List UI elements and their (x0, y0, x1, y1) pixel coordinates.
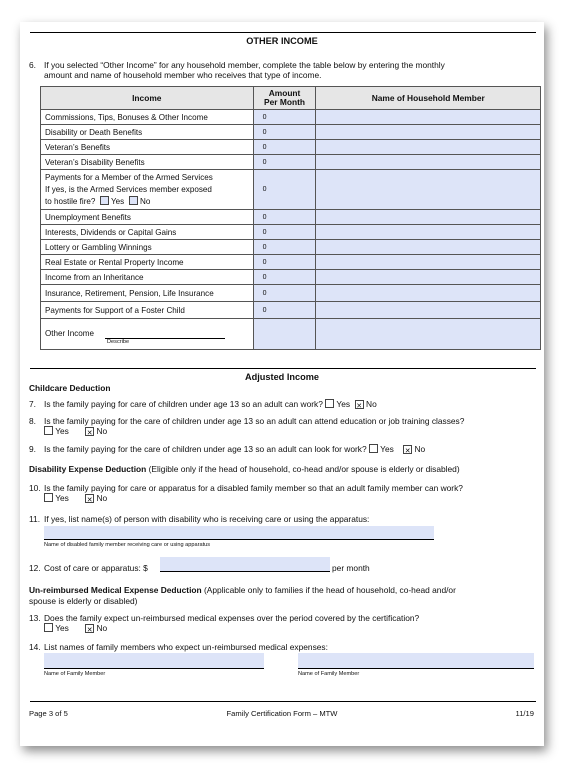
member-name-field[interactable] (316, 210, 541, 225)
q8-no-label: No (96, 426, 108, 436)
amount-header-line2: Per Month (264, 97, 305, 107)
member-name-field[interactable] (316, 255, 541, 270)
other-income-title: OTHER INCOME (246, 36, 318, 46)
childcare-heading: Childcare Deduction (29, 383, 111, 393)
q10-text: Is the family paying for care or apparatus for a disabled family member so that an adult family member can work? (44, 483, 463, 493)
q7-no-checkbox[interactable] (355, 400, 364, 409)
q11-name-field[interactable] (44, 526, 434, 539)
q9-yes-checkbox[interactable] (369, 444, 378, 453)
armed-line1: Payments for a Member of the Armed Services (45, 172, 213, 182)
income-label: Unemployment Benefits (41, 210, 254, 225)
amount-field[interactable]: 0 (253, 170, 316, 210)
q13-no-checkbox[interactable] (85, 624, 94, 633)
table-row-armed-services (41, 170, 541, 210)
other-income-describe-caption: Describe (107, 339, 130, 345)
table-header-row (41, 87, 541, 110)
member-name-field[interactable] (316, 270, 541, 285)
member-name-field[interactable] (316, 155, 541, 170)
income-label: Disability or Death Benefits (41, 125, 254, 140)
footer-date: 11/19 (515, 709, 534, 718)
member-name-field[interactable] (316, 285, 541, 302)
section-rule-top (30, 32, 536, 33)
member-name-field[interactable] (316, 240, 541, 255)
hostile-fire-no-checkbox[interactable] (129, 196, 138, 205)
q7-row (44, 399, 377, 410)
income-label: Veteran’s Disability Benefits (41, 155, 254, 170)
amount-field[interactable]: 0 (253, 125, 316, 140)
income-label: Income from an Inheritance (41, 270, 254, 285)
amount-field[interactable]: 0 (253, 240, 316, 255)
member-name-field[interactable] (316, 140, 541, 155)
member-name-field[interactable] (316, 319, 541, 350)
hostile-fire-yes-label: Yes (111, 196, 125, 206)
q8-yes-label: Yes (55, 426, 69, 436)
q12-suffix: per month (332, 563, 370, 573)
q7-yes-checkbox[interactable] (325, 399, 334, 408)
q11-underline (44, 539, 434, 540)
q13-text: Does the family expect un-reimbursed medical expenses over the period covered by the certification? (44, 613, 420, 623)
col-income-header: Income (41, 87, 254, 110)
income-label: Interests, Dividends or Capital Gains (41, 225, 254, 240)
footer-rule (30, 701, 536, 702)
member-name-field[interactable] (316, 110, 541, 125)
income-label: Payments for Support of a Foster Child (41, 302, 254, 319)
table-row (41, 255, 541, 270)
q8-number: 8. (29, 416, 36, 426)
income-label: Commissions, Tips, Bonuses & Other Income (41, 110, 254, 125)
q14-number: 14. (29, 642, 41, 652)
table-row (41, 210, 541, 225)
medical-row (29, 585, 456, 596)
table-row (41, 140, 541, 155)
q11-number: 11. (29, 514, 41, 524)
q14-name-field-left[interactable] (44, 653, 264, 668)
amount-field[interactable]: 0 (253, 270, 316, 285)
table-row (41, 125, 541, 140)
section-rule-adjusted (30, 368, 536, 369)
q6-number: 6. (29, 60, 36, 70)
amount-field[interactable]: 0 (253, 155, 316, 170)
income-label: Lottery or Gambling Winnings (41, 240, 254, 255)
member-name-field[interactable] (316, 302, 541, 319)
q9-no-label: No (414, 444, 426, 454)
q11-text: If yes, list name(s) of person with disability who is receiving care or using the apparatus: (44, 514, 370, 524)
table-row (41, 302, 541, 319)
q12-number: 12. (29, 563, 41, 573)
disability-heading: Disability Expense Deduction (29, 464, 147, 474)
armed-line2: If yes, is the Armed Services member exposed (45, 184, 212, 194)
table-row (41, 155, 541, 170)
member-name-field[interactable] (316, 125, 541, 140)
adjusted-income-title: Adjusted Income (244, 372, 320, 382)
member-name-field[interactable] (316, 225, 541, 240)
table-row-other-income (41, 319, 541, 350)
q13-number: 13. (29, 613, 41, 623)
q14-caption-right: Name of Family Member (298, 671, 360, 677)
q12-underline (160, 571, 330, 572)
q9-yes-label: Yes (380, 444, 394, 454)
q6-text-line2: amount and name of household member who receives that type of income. (44, 70, 322, 80)
amount-field[interactable]: 0 (253, 140, 316, 155)
amount-field[interactable]: 0 (253, 302, 316, 319)
q10-no-label: No (96, 493, 108, 503)
income-label: Veteran’s Benefits (41, 140, 254, 155)
q10-yes-checkbox[interactable] (44, 493, 53, 502)
q13-yes-label: Yes (55, 623, 69, 633)
q13-no-label: No (96, 623, 108, 633)
member-name-field[interactable] (316, 170, 541, 210)
q8-no-checkbox[interactable] (85, 427, 94, 436)
amount-field[interactable]: 0 (253, 110, 316, 125)
disability-note: (Eligible only if the head of household, co-head and/or spouse is elderly or disabled) (148, 464, 460, 474)
hostile-fire-no-label: No (139, 196, 151, 206)
amount-field[interactable]: 0 (253, 210, 316, 225)
income-label: Insurance, Retirement, Pension, Life Insurance (41, 285, 254, 302)
table-row (41, 240, 541, 255)
table-row (41, 270, 541, 285)
q12-text: Cost of care or apparatus: $ (44, 563, 148, 573)
other-income-table (40, 86, 541, 350)
footer-page-number: Page 3 of 5 (29, 709, 68, 718)
q8-yes-checkbox[interactable] (44, 426, 53, 435)
medical-note-line2: spouse is elderly or disabled) (29, 596, 138, 606)
q10-options (44, 493, 107, 504)
q7-text: Is the family paying for care of children under age 13 so an adult can work? (44, 399, 323, 409)
q8-options (44, 426, 107, 437)
q13-yes-checkbox[interactable] (44, 623, 53, 632)
q8-text: Is the family paying for the care of children under age 13 so an adult can attend education or job training classes? (44, 416, 465, 426)
q9-number: 9. (29, 444, 36, 454)
col-amount-header (253, 87, 316, 110)
q9-row (44, 444, 425, 455)
amount-field[interactable] (253, 319, 316, 350)
q10-yes-label: Yes (55, 493, 69, 503)
q13-options (44, 623, 107, 634)
q14-name-field-right[interactable] (298, 653, 534, 668)
q10-no-checkbox[interactable] (85, 494, 94, 503)
other-income-label: Other Income (45, 329, 95, 338)
q7-number: 7. (29, 399, 36, 409)
amount-header-line1: Amount (268, 88, 301, 98)
q12-cost-field[interactable] (160, 557, 330, 571)
q14-underline-right (298, 668, 534, 669)
q9-text: Is the family paying for the care of children under age 13 so an adult can look for work? (44, 444, 367, 454)
income-label (41, 170, 254, 210)
other-income-cell (41, 319, 254, 350)
hostile-fire-yes-checkbox[interactable] (100, 196, 109, 205)
footer-form-name: Family Certification Form – MTW (226, 709, 338, 718)
q10-number: 10. (29, 483, 41, 493)
q6-text-line1: If you selected “Other Income” for any household member, complete the table below by entering the monthly (44, 60, 445, 70)
medical-note-line1: (Applicable only to families if the head of household, co-head and/or (204, 585, 456, 595)
q7-yes-label: Yes (336, 399, 351, 409)
q14-underline-left (44, 668, 264, 669)
table-row (41, 225, 541, 240)
income-label: Real Estate or Rental Property Income (41, 255, 254, 270)
q14-caption-left: Name of Family Member (44, 671, 106, 677)
armed-line3: to hostile fire? (45, 196, 96, 206)
q7-no-label: No (366, 399, 377, 409)
amount-field[interactable]: 0 (253, 225, 316, 240)
form-page (20, 22, 544, 746)
disability-row (29, 464, 460, 475)
table-row (41, 285, 541, 302)
amount-field[interactable]: 0 (253, 255, 316, 270)
col-member-header: Name of Household Member (316, 87, 541, 110)
q11-caption: Name of disabled family member receiving care or using apparatus (44, 542, 211, 548)
medical-heading: Un-reimbursed Medical Expense Deduction (29, 585, 202, 595)
q14-text: List names of family members who expect un-reimbursed medical expenses: (44, 642, 328, 652)
table-row (41, 110, 541, 125)
amount-field[interactable]: 0 (253, 285, 316, 302)
q9-no-checkbox[interactable] (403, 445, 412, 454)
